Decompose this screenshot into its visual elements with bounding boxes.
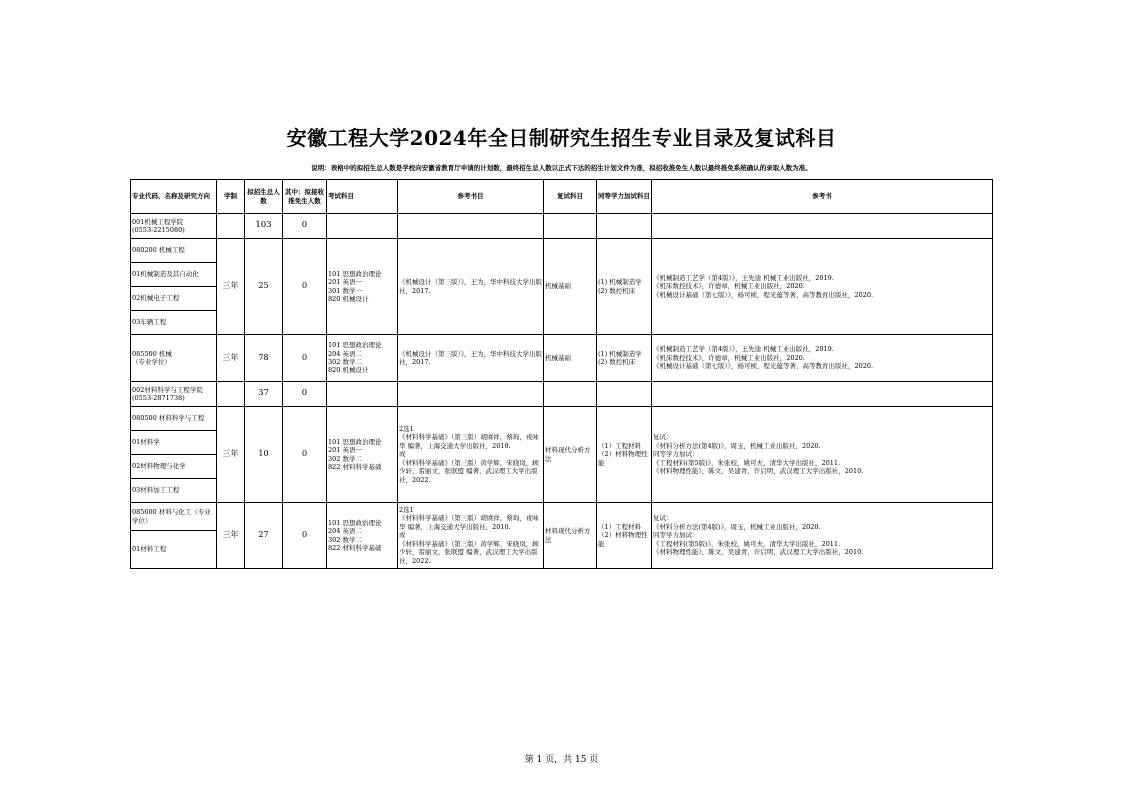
ref-book: 《机械设计基础（第七版）》，杨可桢，程光蕴等著，高等教育出版社，2020. [653, 362, 874, 371]
equivalent-subject: (1) 机械制造学 [598, 278, 642, 287]
equivalent-subject: （2）材料物理性能 [598, 450, 648, 467]
direction: 02材料物理与化学 [131, 455, 217, 479]
catalog-table [130, 179, 993, 569]
explanatory-note: 说明：表格中的拟招生总人数是学校向安徽省教育厅申请的计划数，最终招生总人数以正式下达的招生计划文件为准，拟招收推免生人数以最终推免系统确认的录取人数为准。 [311, 164, 812, 172]
ref-book: 《材料物理性能》，陈文，吴建青，许启明，武汉理工大学出版社，2010. [653, 548, 864, 557]
college-phone: (0553-2215080) [132, 226, 185, 234]
equivalent-subject: （2）材料物理性能 [598, 531, 648, 548]
empty-cell [544, 382, 597, 407]
empty-cell [597, 382, 652, 407]
college-row [131, 382, 993, 407]
empty-cell [597, 214, 652, 239]
program-recommended: 0 [283, 239, 327, 335]
college-name-cell [131, 382, 217, 407]
exam-subject: 820 机械设计 [328, 366, 369, 375]
equivalent-subject: (2) 数控机床 [598, 358, 636, 366]
program-row [131, 503, 993, 531]
header-total: 拟招生总人数 [245, 180, 283, 214]
college-name-cell [131, 214, 217, 239]
program-row [131, 335, 993, 382]
direction: 01机械制造及其自动化 [131, 263, 217, 287]
empty-cell [544, 214, 597, 239]
program-equivalent [597, 407, 652, 503]
program-exam [327, 503, 398, 569]
header-equivalent: 同等学力加试科目 [597, 180, 652, 214]
exam-subject: 822 材料科学基础 [328, 462, 382, 471]
exam-subject: 302 数学二 [328, 535, 362, 544]
college-name: 002材料科学与工程学院 [132, 385, 203, 394]
ref-book: 《机械制造工艺学（第4版）》，王先逵 机械工业出版社，2019. [653, 345, 834, 354]
empty-cell [398, 382, 544, 407]
header-recommended: 其中：拟接收推免生人数 [283, 180, 327, 214]
program-name: 085500 机械 [132, 349, 172, 358]
ref-book: 《工程材料(第5版)》，朱张校，姚可夫，清华大学出版社，2011. [653, 458, 841, 467]
program-total: 27 [245, 503, 283, 569]
program-name: 085600 材料与化工（专业学位） [131, 503, 217, 531]
exam-subject: 101 思想政治理论 [328, 269, 382, 278]
direction: 03车辆工程 [131, 311, 217, 335]
empty-cell [398, 214, 544, 239]
exam-subject: 101 思想政治理论 [328, 437, 382, 446]
program-ref2 [652, 503, 993, 569]
ref-book: 《材料分析方法(第4版)》，周玉，机械工业出版社，2020. [653, 522, 821, 531]
college-phone: (0553-2871738) [132, 394, 185, 402]
ref-book: 《工程材料(第5版)》，朱张校，姚可夫，清华大学出版社，2011. [653, 539, 841, 548]
program-exam [327, 407, 398, 503]
table-header-row [131, 180, 993, 214]
ref-book: 《机床数控技术》，许德章，机械工业出版社，2020. [653, 353, 805, 362]
program-ref: 2选1 《材料科学基础》（第三版）胡赓祥，蔡珣，戎咏华 编著，上海交通大学出版社，2010. 或 《材料科学基础》（第三版）黄学辉，宋晓岚，顾少轩，雷丽文，张联盟 编著，武汉理工大学出版社，2022. [398, 503, 544, 569]
exam-subject: 204 英语二 [328, 527, 362, 536]
ref-book: 《机械制造工艺学（第4版）》，王先逵 机械工业出版社，2019. [653, 273, 834, 282]
exam-subject: 201 英语一 [328, 278, 362, 287]
program-ref: 《机械设计（第三版）》，王为，华中科技大学出版社，2017. [398, 335, 544, 382]
page-footer: 第 1 页，共 15 页 [524, 755, 599, 765]
exam-subject: 822 材料科学基础 [328, 543, 382, 552]
header-ref2: 参考书 [652, 180, 993, 214]
empty-cell [652, 382, 993, 407]
program-ref2 [652, 407, 993, 503]
page-title: 安徽工程大学2024年全日制研究生招生专业目录及复试科目 [286, 126, 837, 150]
ref-book: 复试： [653, 433, 673, 442]
program-row [131, 239, 993, 263]
program-equivalent [597, 239, 652, 335]
exam-subject: 201 英语一 [328, 446, 362, 455]
program-equivalent [597, 335, 652, 382]
program-row [131, 407, 993, 431]
header-ref: 参考书目 [398, 180, 544, 214]
college-recommended: 0 [283, 214, 327, 239]
college-recommended: 0 [283, 382, 327, 407]
empty-cell [327, 214, 398, 239]
equivalent-subject: （1）工程材料 [598, 441, 642, 450]
program-recommended: 0 [283, 407, 327, 503]
program-recommended: 0 [283, 335, 327, 382]
ref-book: 《材料分析方法(第4版)》，周玉，机械工业出版社，2020. [653, 441, 821, 450]
direction: 01材料工程 [131, 531, 217, 569]
direction: 03材料加工工程 [131, 479, 217, 503]
program-ref: 2选1 《材料科学基础》（第三版）胡赓祥，蔡珣，戎咏华 编著，上海交通大学出版社，2010. 或 《材料科学基础》（第三版）黄学辉，宋晓岚，顾少轩，雷丽文，张联盟 编著，武汉理工大学出版社，2022. [398, 407, 544, 503]
program-recommended: 0 [283, 503, 327, 569]
ref-book: 同等学力加试： [653, 450, 699, 459]
program-name-cell [131, 335, 217, 382]
direction: 02机械电子工程 [131, 287, 217, 311]
equivalent-subject: (2) 数控机床 [598, 286, 636, 295]
program-type: （专业学位） [132, 358, 171, 366]
program-exam [327, 239, 398, 335]
empty-cell [327, 382, 398, 407]
program-retest: 机械基础 [544, 335, 597, 382]
ref-book: 《机床数控技术》，许德章，机械工业出版社，2020. [653, 282, 805, 291]
program-retest: 材料现代分析方法 [544, 503, 597, 569]
empty-cell [217, 214, 245, 239]
program-name: 080500 材料科学与工程 [131, 407, 217, 431]
college-total: 37 [245, 382, 283, 407]
header-duration: 学制 [217, 180, 245, 214]
college-name: 001机械工程学院 [132, 217, 184, 226]
program-duration: 三年 [217, 335, 245, 382]
program-ref: 《机械设计（第三版）》，王为，华中科技大学出版社，2017. [398, 239, 544, 335]
exam-subject: 820 机械设计 [328, 294, 369, 303]
ref-book: 复试： [653, 514, 673, 523]
program-ref2 [652, 239, 993, 335]
college-total: 103 [245, 214, 283, 239]
program-equivalent [597, 503, 652, 569]
program-duration: 三年 [217, 407, 245, 503]
header-major: 专业代码、名称及研究方向 [131, 180, 217, 214]
empty-cell [652, 214, 993, 239]
program-retest: 材料现代分析方法 [544, 407, 597, 503]
equivalent-subject: （1）工程材料 [598, 522, 642, 531]
program-exam [327, 335, 398, 382]
header-retest: 复试科目 [544, 180, 597, 214]
program-ref2 [652, 335, 993, 382]
exam-subject: 101 思想政治理论 [328, 341, 382, 350]
program-name: 080200 机械工程 [131, 239, 217, 263]
college-row [131, 214, 993, 239]
empty-cell [217, 382, 245, 407]
program-total: 25 [245, 239, 283, 335]
program-total: 78 [245, 335, 283, 382]
exam-subject: 302 数学二 [328, 454, 362, 463]
header-exam: 考试科目 [327, 180, 398, 214]
exam-subject: 204 英语二 [328, 349, 362, 358]
ref-book: 同等学力加试： [653, 531, 699, 540]
direction: 01材料学 [131, 431, 217, 455]
exam-subject: 101 思想政治理论 [328, 518, 382, 527]
program-total: 10 [245, 407, 283, 503]
ref-book: 《机械设计基础（第七版）》，杨可桢，程光蕴等著，高等教育出版社，2020. [653, 290, 874, 299]
program-duration: 三年 [217, 239, 245, 335]
ref-book: 《材料物理性能》，陈文，吴建青，许启明，武汉理工大学出版社，2010. [653, 467, 864, 476]
exam-subject: 301 数学一 [328, 286, 362, 295]
equivalent-subject: (1) 机械制造学 [598, 349, 642, 358]
exam-subject: 302 数学二 [328, 358, 362, 366]
program-retest: 机械基础 [544, 239, 597, 335]
program-duration: 三年 [217, 503, 245, 569]
